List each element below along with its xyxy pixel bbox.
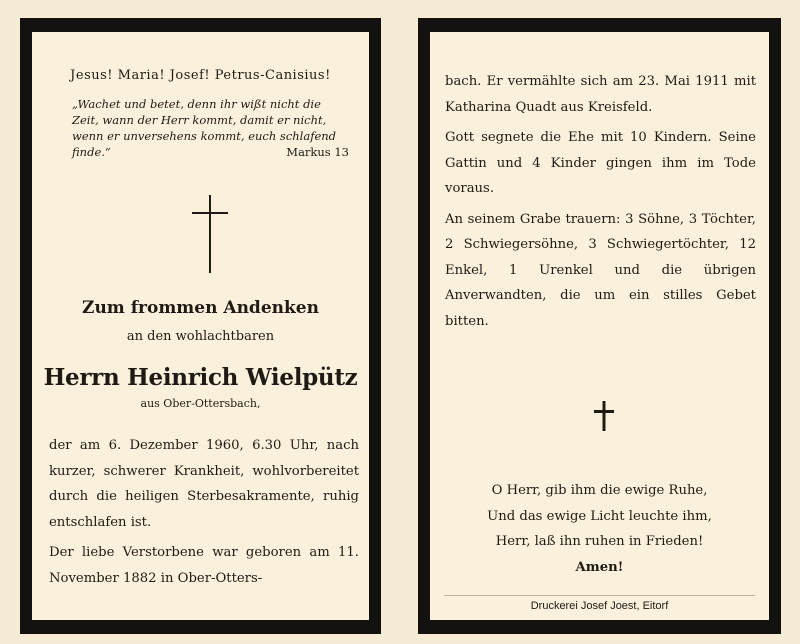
amen: Amen! [575, 559, 624, 575]
memorial-title: Zum frommen Andenken [82, 298, 319, 318]
biography-right [445, 69, 756, 339]
memorial-card-left [20, 18, 381, 634]
prayer-line: O Herr, gib ihm die ewige Ruhe, [491, 483, 708, 498]
paragraph: Der liebe Verstorbene war geboren am 11. November 1882 in Ober-Otters- [49, 545, 359, 586]
paragraph: Gott segnete die Ehe mit 10 Kindern. Seine Gattin und 4 Kinder gingen ihm im Tode voraus. [445, 130, 756, 196]
memorial-subtitle: an den wohlachtbaren [126, 329, 275, 344]
cross-icon [192, 195, 228, 273]
paragraph: der am 6. Dezember 1960, 6.30 Uhr, nach kurzer, schwerer Krankheit, wohlvorbereitet durch die heiligen Sterbesakramente, ruhig entschlafen ist. [49, 438, 359, 530]
card-paper-right [430, 32, 769, 620]
small-cross-icon [593, 401, 615, 431]
biography-left [49, 433, 359, 596]
paragraph: An seinem Grabe trauern: 3 Söhne, 3 Töchter, 2 Schwiegersöhne, 3 Schwiegertöchter, 12 Enkel, 1 Urenkel und die übrigen Anverwandten, die um ein stilles Gebet bitten. [445, 211, 756, 329]
quote-reference: Markus 13 [286, 145, 349, 159]
bible-quote [72, 96, 349, 160]
divider [444, 595, 755, 596]
origin-line: aus Ober-Ottersbach, [140, 397, 261, 410]
prayer-line: Herr, laß ihn ruhen in Frieden! [495, 534, 704, 549]
quote-text: „Wachet und betet, denn ihr wißt nicht die Zeit, wann der Herr kommt, damit er nicht, wenn er unversehens kommt, euch schlafend finde.“ [72, 97, 337, 159]
closing-prayer [430, 478, 769, 580]
prayer-line: Und das ewige Licht leuchte ihm, [487, 508, 712, 524]
invocation-heading: Jesus! Maria! Josef! Petrus-Canisius! [70, 68, 331, 83]
printer-credit: Druckerei Josef Joest, Eitorf [530, 600, 669, 612]
memorial-card-right [418, 18, 781, 634]
card-paper-left [32, 32, 369, 620]
paragraph: bach. Er vermählte sich am 23. Mai 1911 mit Katharina Quadt aus Kreisfeld. [445, 74, 756, 115]
deceased-name: Herrn Heinrich Wielpütz [43, 364, 358, 391]
